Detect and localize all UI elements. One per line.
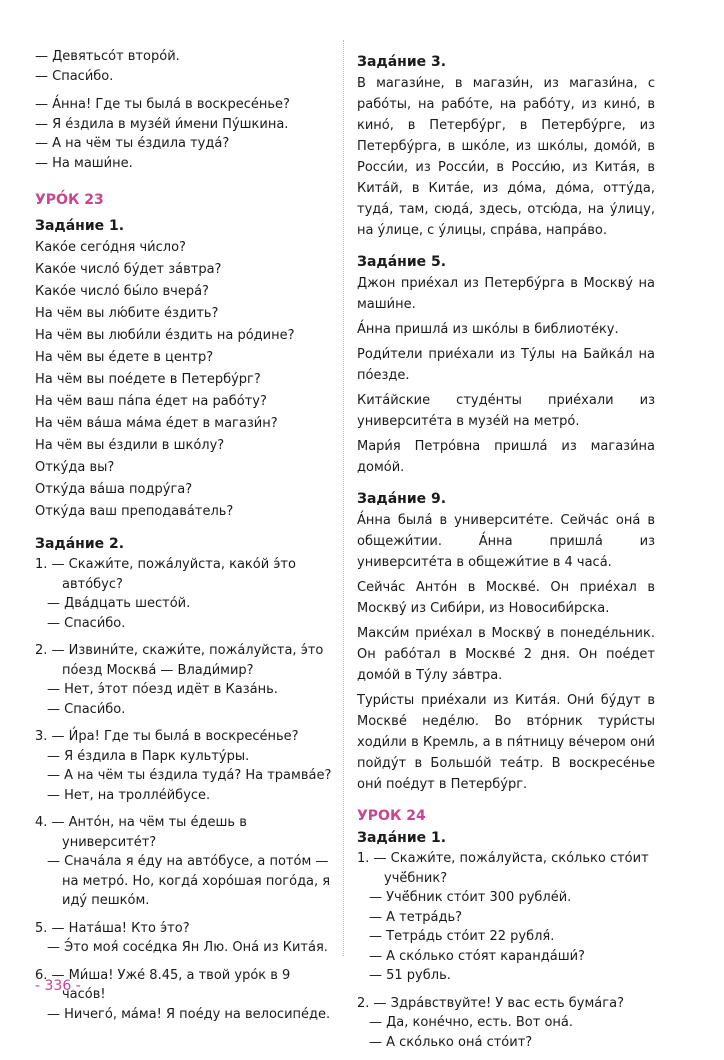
dialogue-reply: — 51 рубль. — [369, 968, 451, 983]
question: На чём ва́ша ма́ма е́дет в магази́н? — [35, 416, 278, 431]
paragraph: В магази́не, в магази́н, из магази́на, с рабо́ты, на рабо́те, на рабо́ту, из кино́, в кино́, в Петербу́рг, в Петербу́рге, из Петербу́рга, в шко́ле, из шко́лы, домо́й, в Росси́и, из Росси́и, в Росси́ю, из Кита́я, в Кита́й, в Кита́е, из до́ма, до́ма, отту́да, туда́, там, сюда́, здесь, отсю́да, на у́лицу, на у́лице, с у́лицы, спра́ва, напра́во. — [357, 76, 655, 238]
dialogue-reply: — Учё́бник сто́ит 300 рубле́й. — [369, 890, 572, 905]
paragraph: Кита́йские студе́нты прие́хали из университе́та в музе́й на метро́. — [357, 393, 655, 429]
dialogue-question: 6. — Ми́ша! Уже́ 8.45, а твой уро́к в 9 часо́в! — [35, 967, 291, 1002]
dialogue-item — [35, 813, 335, 911]
question: На чём вы люби́ли е́здить на ро́дине? — [35, 328, 295, 343]
dialogue-reply: — Да, коне́чно, есть. Вот она́. — [369, 1015, 573, 1030]
task-heading: Зада́ние 2. — [35, 536, 125, 552]
right-column — [357, 47, 655, 1060]
paragraph: Роди́тели прие́хали из Ту́лы на Байка́л на по́езде. — [357, 347, 655, 383]
dialogue-reply: — А ско́лько сто́ят каранда́ши́? — [369, 948, 585, 964]
paragraph: Тури́сты прие́хали из Кита́я. Они́ бу́дут в Москве́ неде́лю. Во вто́рник тури́сты ходи́ли в Кремль, а в пя́тницу ве́чером они́ пойду́т в Большо́й теа́тр. В воскресе́нье они́ пое́дут в Петербу́рг. — [357, 693, 655, 792]
dialogue-item — [35, 966, 335, 1025]
paragraph: А́нна была́ в университе́те. Сейча́с она́ в общежи́тии. А́нна пришла́ из университе́та в общежи́тие в 4 часа́. — [357, 513, 655, 570]
dialogue-reply: — Тетра́дь сто́ит 22 рубля́. — [369, 929, 555, 944]
dialogue-block — [35, 95, 335, 173]
page-number: - 336 - — [35, 978, 81, 994]
dialogue-line: — Спаси́бо. — [35, 68, 114, 84]
dialogue-question: 3. — И́ра! Где ты была́ в воскресе́нье? — [35, 729, 299, 744]
dialogue-reply: — Э́то моя́ сосе́дка Ян Лю. Она́ из Кита́я. — [47, 940, 328, 955]
task-heading: Зада́ние 3. — [357, 54, 447, 70]
lesson-heading: УРО́К 23 — [35, 192, 104, 208]
dialogue-line: — А́нна! Где ты была́ в воскресе́нье? — [35, 97, 290, 112]
dialogue-reply: — Нет, на тролле́йбусе. — [47, 787, 211, 803]
question: Отку́да ва́ша подру́га? — [35, 482, 193, 497]
question: Како́е сего́дня чи́сло? — [35, 240, 186, 255]
paragraph: Макси́м прие́хал в Москву́ в понеде́льник. Он рабо́тал в Москве́ 2 дня. Он пое́дет домо́й в Ту́лу за́втра. — [357, 626, 655, 683]
dialogue-reply: — Спаси́бо. — [47, 615, 126, 631]
dialogue-question: 1. — Скажи́те, пожа́луйста, како́й э́то авто́бус? — [35, 557, 296, 592]
question: На чём вы пое́дете в Петербу́рг? — [35, 372, 261, 387]
dialogue-line: — А на чём ты е́здила туда́? — [35, 136, 230, 151]
dialogue-reply: — Два́дцать шесто́й. — [47, 596, 191, 611]
dialogue-item — [357, 994, 655, 1053]
dialogue-line: — Девятьсо́т второ́й. — [35, 49, 180, 64]
dialogue-reply: — Я е́здила в Парк культу́ры. — [47, 748, 250, 764]
dialogue-reply: — А на чём ты е́здила туда́? На трамва́е? — [47, 768, 332, 783]
dialogue-reply: — Снача́ла я е́ду на авто́бусе, а пото́м — на метро́. Но, когда́ хоро́шая пого́да, я иду́ пешко́м. — [47, 854, 331, 908]
dialogue-block — [35, 47, 335, 86]
paragraph: Джон прие́хал из Петербу́рга в Москву́ на маши́не. — [357, 276, 655, 312]
dialogue-line: — Я е́здила в музе́й и́мени Пу́шкина. — [35, 116, 289, 132]
task-heading: Зада́ние 9. — [357, 491, 447, 507]
lesson-heading: УРОК 24 — [357, 808, 426, 824]
dialogue-item — [35, 641, 335, 719]
dialogue-line: — На маши́не. — [35, 155, 133, 171]
dialogue-reply: — Ничего́, ма́ма! Я пое́ду на велосипе́де. — [47, 1006, 331, 1022]
paragraph: А́нна пришла́ из шко́лы в библиоте́ку. — [357, 322, 619, 337]
dialogue-question: 1. — Скажи́те, пожа́луйста, ско́лько сто́ит учё́бник? — [357, 851, 649, 886]
dialogue-reply: — Нет, э́тот по́езд идёт в Каза́нь. — [47, 682, 278, 697]
dialogue-item — [35, 555, 335, 633]
dialogue-question: 2. — Здра́вствуйте! У вас есть бума́га? — [357, 995, 624, 1011]
question: Како́е число́ бы́ло вчера́? — [35, 284, 209, 299]
dialogue-question: 4. — Анто́н, на чём ты е́дешь в университе́т? — [35, 815, 247, 850]
task-heading: Зада́ние 1. — [357, 830, 447, 846]
task-heading: Зада́ние 1. — [35, 218, 125, 234]
question: На чём вы е́здили в шко́лу? — [35, 438, 225, 453]
paragraph: Мари́я Петро́вна пришла́ из магази́на домо́й. — [357, 439, 655, 475]
question: На чём ваш па́па е́дет на рабо́ту? — [35, 394, 267, 409]
question: На чём вы лю́бите е́здить? — [35, 306, 219, 321]
dialogue-item — [35, 919, 335, 958]
dialogue-reply: — А тетра́дь? — [369, 909, 463, 925]
dialogue-question: 5. — Ната́ша! Кто э́то? — [35, 920, 190, 936]
question: Како́е число́ бу́дет за́втра? — [35, 262, 222, 277]
dialogue-question: 2. — Извини́те, скажи́те, пожа́луйста, э́то по́езд Москва́ — Влади́мир? — [35, 643, 324, 678]
dialogue-reply: — Спаси́бо. — [47, 701, 126, 717]
paragraph: Сейча́с Анто́н в Москве́. Он прие́хал в Москву́ из Сиби́ри, из Новосиби́рска. — [357, 580, 655, 616]
task-heading: Зада́ние 5. — [357, 254, 447, 270]
dialogue-reply: — А ско́лько она́ сто́ит? — [369, 1034, 533, 1050]
left-column — [35, 47, 335, 1032]
dialogue-item — [357, 849, 655, 986]
question: На чём вы е́дете в центр? — [35, 350, 214, 365]
column-divider — [343, 40, 344, 956]
dialogue-item — [35, 727, 335, 805]
question: Отку́да вы? — [35, 460, 115, 475]
question: Отку́да ваш преподава́тель? — [35, 504, 234, 519]
